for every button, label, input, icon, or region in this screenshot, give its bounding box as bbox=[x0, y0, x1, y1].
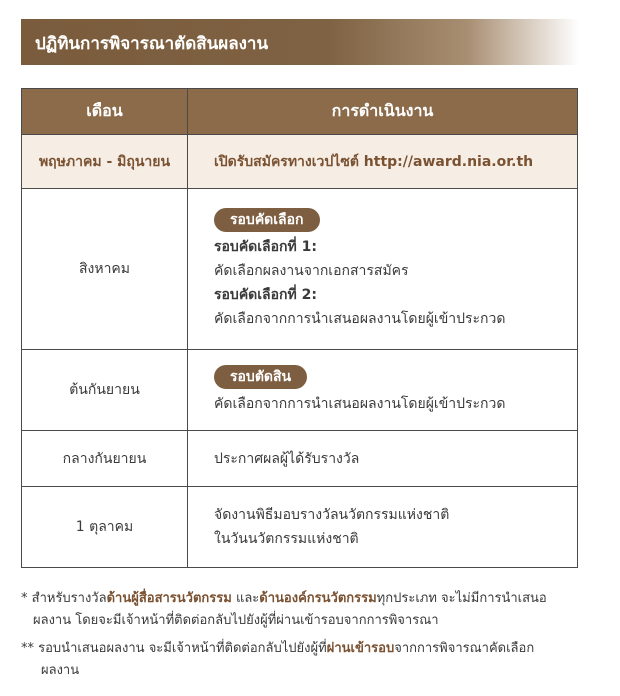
ceremony-line2: ในวันนวัตกรรมแห่งชาติ bbox=[214, 531, 359, 547]
round1-text: คัดเลือกผลงานจากเอกสารสมัคร bbox=[214, 262, 409, 279]
table-row bbox=[22, 431, 578, 487]
footnote-text: ทุกประเภท จะไม่มีการนำเสนอ bbox=[376, 591, 547, 606]
round2-label: รอบคัดเลือกที่ 2: bbox=[214, 286, 317, 303]
footnote-highlight: ผ่านเข้ารอบ bbox=[326, 641, 395, 656]
footnote-text: สำหรับรางวัล bbox=[31, 591, 107, 606]
row-action bbox=[188, 189, 578, 350]
schedule-table bbox=[21, 88, 578, 568]
round1-label: รอบคัดเลือกที่ 1: bbox=[214, 238, 317, 255]
row-action bbox=[188, 350, 578, 431]
row-month: กลางกันยายน bbox=[22, 431, 188, 487]
row-month: พฤษภาคม - มิถุนายน bbox=[22, 135, 188, 189]
table-header-row bbox=[22, 89, 578, 135]
footnote-highlight: ด้านองค์กรนวัตกรรม bbox=[259, 591, 377, 606]
footnote-2 bbox=[21, 638, 591, 682]
ceremony-line1: จัดงานพิธีมอบรางวัลนวัตกรรมแห่งชาติ bbox=[214, 507, 450, 523]
round-badge: รอบคัดเลือก bbox=[214, 208, 320, 232]
row-month: สิงหาคม bbox=[22, 189, 188, 350]
footnote-1 bbox=[21, 588, 591, 632]
footnote-highlight: ด้านผู้สื่อสารนวัตกรรม bbox=[106, 591, 232, 606]
header-month: เดือน bbox=[22, 89, 188, 135]
footnote-text: รอบนำเสนอผลงาน จะมีเจ้าหน้าที่ติดต่อกลับไปยังผู้ที่ bbox=[38, 641, 327, 656]
header-action: การดำเนินงาน bbox=[188, 89, 578, 135]
table-row bbox=[22, 487, 578, 568]
round2-text: คัดเลือกจากการนำเสนอผลงานโดยผู้เข้าประกวด bbox=[214, 310, 506, 327]
footnote-text: และ bbox=[231, 591, 260, 606]
footnote-marker: * bbox=[21, 591, 28, 606]
footnote-continuation: ผลงาน โดยจะมีเจ้าหน้าที่ติดต่อกลับไปยังผู้ที่ผ่านเข้ารอบจากการพิจารณา bbox=[33, 613, 439, 628]
table-row bbox=[22, 135, 578, 189]
final-badge: รอบตัดสิน bbox=[214, 365, 307, 389]
footnote-text: จากการพิจารณาคัดเลือก bbox=[394, 641, 535, 656]
section-banner bbox=[21, 19, 579, 65]
row-action: เปิดรับสมัครทางเวปไซต์ http://award.nia.or.th bbox=[188, 135, 578, 189]
banner-title: ปฏิทินการพิจารณาตัดสินผลงาน bbox=[35, 34, 269, 54]
table-row bbox=[22, 350, 578, 431]
row-action bbox=[188, 487, 578, 568]
table-row bbox=[22, 189, 578, 350]
final-text: คัดเลือกจากการนำเสนอผลงานโดยผู้เข้าประกวด bbox=[214, 395, 506, 412]
row-action: ประกาศผลผู้ได้รับรางวัล bbox=[188, 431, 578, 487]
footnote-marker: ** bbox=[21, 641, 34, 656]
row-month: 1 ตุลาคม bbox=[22, 487, 188, 568]
footnote-continuation: ผลงาน bbox=[41, 663, 80, 678]
row-month: ต้นกันยายน bbox=[22, 350, 188, 431]
